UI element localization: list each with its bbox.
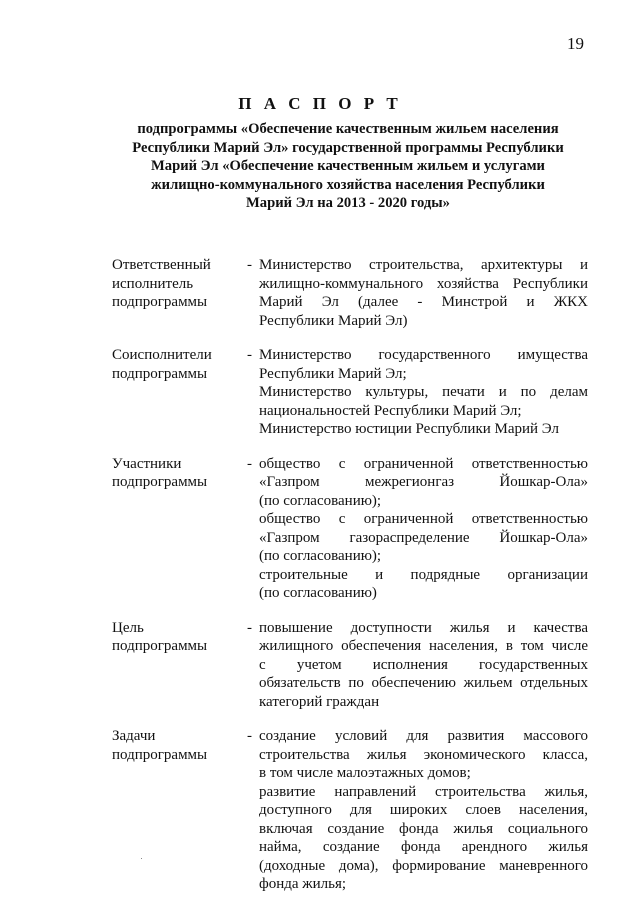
row-dash: -	[247, 619, 252, 636]
row-value-line: Республики Марий Эл)	[259, 312, 408, 329]
row-label	[112, 727, 242, 894]
row-label-line: Цель	[112, 619, 144, 636]
document-title: П А С П О Р Т	[238, 94, 402, 113]
subtitle-line: жилищно-коммунального хозяйства населения Республики	[151, 176, 545, 193]
document-subtitle	[108, 120, 588, 213]
row-value-line: национальностей Республики Марий Эл;	[259, 402, 522, 419]
row-value-line: доступного для широких слоев населения,	[259, 802, 588, 818]
row-value-line: общество с ограниченной ответственностью	[259, 511, 588, 527]
row-value-line: фонда жилья;	[259, 876, 347, 892]
row-label-line: подпрограммы	[112, 746, 208, 763]
passport-row	[112, 619, 588, 712]
row-value-line: включая создание фонда жилья социального	[259, 820, 588, 837]
row-label-line: подпрограммы	[112, 365, 208, 382]
passport-table	[112, 256, 588, 910]
row-value-line: жилищно-коммунального хозяйства Республики	[259, 275, 588, 292]
subtitle-line: подпрограммы «Обеспечение качественным жильем населения	[137, 121, 559, 137]
row-value-line: строительные и подрядные организации	[259, 566, 588, 583]
row-value-line: (по согласованию)	[259, 585, 377, 601]
row-value-line: найма, создание фонда арендного жилья	[259, 839, 588, 855]
row-value-line: Министерство строительства, архитектуры и	[259, 257, 588, 273]
row-value-line: (по согласованию);	[259, 492, 382, 509]
row-dash: -	[247, 728, 252, 744]
row-value-line: развитие направлений строительства жилья,	[259, 783, 588, 800]
row-value-line: повышение доступности жилья и качества	[259, 619, 588, 636]
row-label-line: Задачи	[112, 728, 156, 744]
row-value	[259, 256, 588, 330]
row-label-line: подпрограммы	[112, 294, 208, 310]
row-label	[112, 346, 242, 439]
row-label-line: Соисполнители	[112, 347, 212, 363]
subtitle-line: Республики Марий Эл» государственной программы Республики	[132, 139, 564, 156]
row-label-line: подпрограммы	[112, 638, 208, 654]
row-value-line: создание условий для развития массового	[259, 728, 588, 744]
row-value	[259, 455, 588, 603]
row-label-line: Участники	[112, 455, 182, 472]
passport-row	[112, 455, 588, 603]
row-value-line: «Газпром межрегионгаз Йошкар-Ола»	[259, 474, 588, 490]
row-dash: -	[247, 455, 252, 472]
page-number: 19	[567, 34, 584, 53]
row-value-line: «Газпром газораспределение Йошкар-Ола»	[259, 529, 588, 546]
passport-row	[112, 727, 588, 894]
row-value-line: категорий граждан	[259, 693, 380, 710]
passport-row	[112, 346, 588, 439]
row-value-line: Министерство юстиции Республики Марий Эл	[259, 421, 559, 437]
row-dash: -	[247, 257, 252, 273]
row-label-line: исполнитель	[112, 275, 194, 292]
row-value-line: обязательств по обеспечению жильем отдельных	[259, 675, 588, 691]
row-label-line: Ответственный	[112, 257, 211, 273]
row-value	[259, 619, 588, 712]
row-value-line: строительства жилья экономического класса,	[259, 746, 588, 763]
row-value-line: Марий Эл (далее - Минстрой и ЖКХ	[259, 294, 588, 310]
row-value-line: Министерство культуры, печати и по делам	[259, 384, 588, 400]
row-dash: -	[247, 347, 252, 363]
row-value-line: (доходные дома), формирование маневренного	[259, 857, 588, 874]
row-value	[259, 727, 588, 894]
row-label-line: подпрограммы	[112, 474, 208, 490]
row-value-line: Министерство государственного имущества	[259, 347, 588, 363]
row-label	[112, 455, 242, 603]
row-value-line: в том числе малоэтажных домов;	[259, 765, 471, 781]
subtitle-line: Марий Эл «Обеспечение качественным жильем и услугами	[151, 158, 545, 174]
scan-speck	[141, 858, 142, 859]
row-label	[112, 256, 242, 330]
row-value-line: (по согласованию);	[259, 548, 382, 564]
row-value-line: с учетом исполнения государственных	[259, 656, 588, 673]
row-value	[259, 346, 588, 439]
row-label	[112, 619, 242, 712]
row-value-line: жилищного обеспечения населения, в том числе	[259, 638, 588, 654]
passport-row	[112, 256, 588, 330]
subtitle-line: Марий Эл на 2013 - 2020 годы»	[246, 195, 450, 211]
row-value-line: общество с ограниченной ответственностью	[259, 455, 588, 472]
row-value-line: Республики Марий Эл;	[259, 365, 407, 382]
